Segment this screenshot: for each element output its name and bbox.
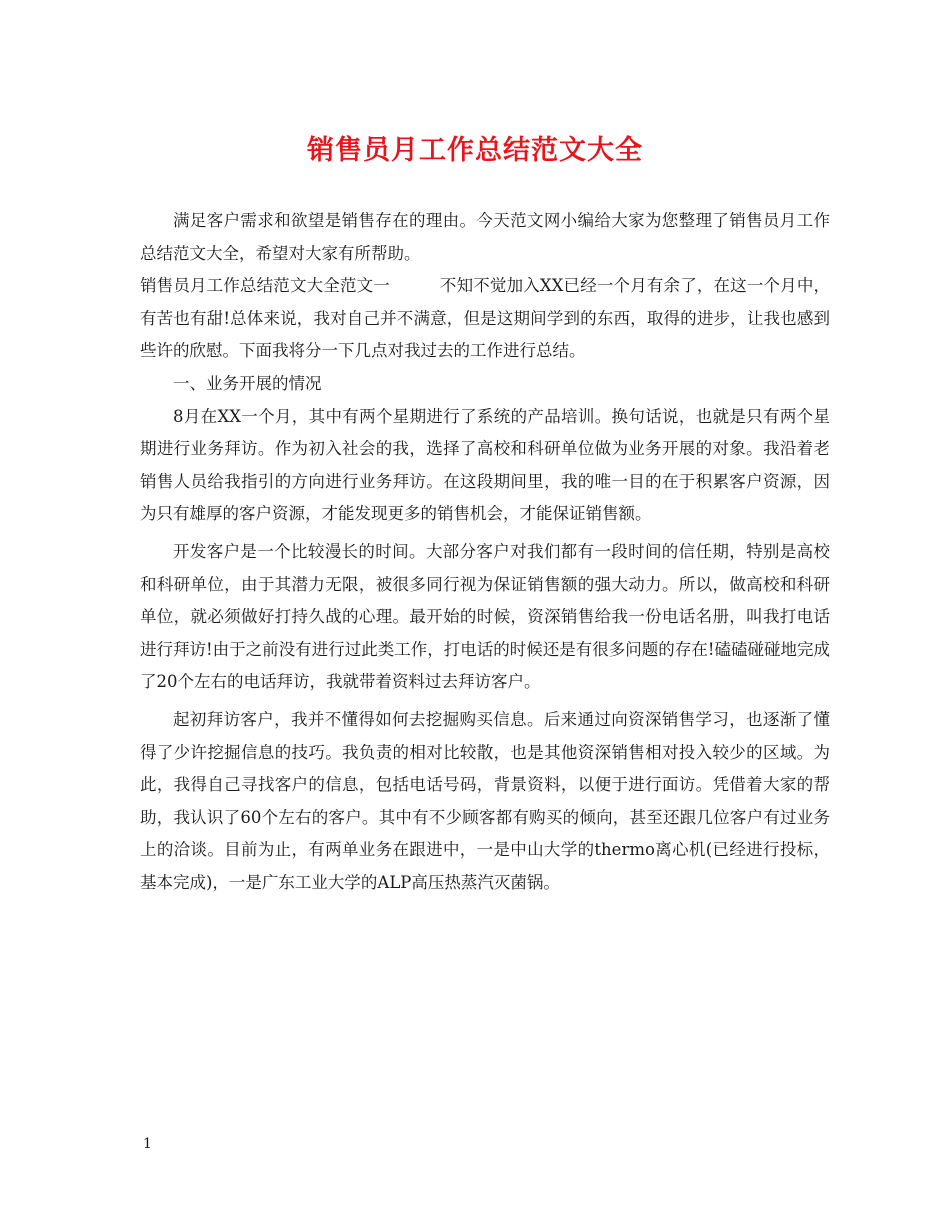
paragraph-article-one: 销售员月工作总结范文大全范文一 不知不觉加入XX已经一个月有余了，在这一个月中，有苦也有甜!总体来说，我对自己并不满意，但是这期间学到的东西，取得的进步，让我也感到些许的欣慰。下面我将分一下几点对我过去的工作进行总结。 (140, 276, 830, 361)
page-number: 1 (143, 1136, 152, 1152)
paragraph-customer-visits: 起初拜访客户，我并不懂得如何去挖掘购买信息。后来通过向资深销售学习，也逐渐了懂得了少许挖掘信息的技巧。我负责的相对比较散，也是其他资深销售相对投入较少的区域。为此，我得自己寻找客户的信息，包括电话号码，背景资料，以便于进行面访。凭借着大家的帮助，我认识了60个左右的客户。其中有不少顾客都有购买的倾向，甚至还跟几位客户有过业务上的洽谈。目前为止，有两单业务在跟进中，一是中山大学的thermo离心机(已经进行投标，基本完成)，一是广东工业大学的ALP高压热蒸汽灭菌锅。 (140, 709, 830, 892)
paragraph-business-overview: 8月在XX一个月，其中有两个星期进行了系统的产品培训。换句话说，也就是只有两个星期进行业务拜访。作为初入社会的我，选择了高校和科研单位做为业务开展的对象。我沿着老销售人员给我指引的方向进行业务拜访。在这段期间里，我的唯一目的在于积累客户资源，因为只有雄厚的客户资源，才能发现更多的销售机会，才能保证销售额。 (140, 406, 830, 524)
paragraph-intro: 满足客户需求和欲望是销售存在的理由。今天范文网小编给大家为您整理了销售员月工作总结范文大全，希望对大家有所帮助。 (140, 211, 830, 263)
paragraph-customer-development: 开发客户是一个比较漫长的时间。大部分客户对我们都有一段时间的信任期，特别是高校和科研单位，由于其潜力无限，被很多同行视为保证销售额的强大动力。所以，做高校和科研单位，就必须做好打持久战的心理。最开始的时候，资深销售给我一份电话名册，叫我打电话进行拜访!由于之前没有进行过此类工作，打电话的时候还是有很多问题的存在!磕磕碰碰地完成了20个左右的电话拜访，我就带着资料过去拜访客户。 (140, 541, 830, 692)
page-title: 销售员月工作总结范文大全 (307, 135, 643, 166)
section-heading: 一、业务开展的情况 (173, 373, 322, 393)
document-body (140, 205, 830, 899)
